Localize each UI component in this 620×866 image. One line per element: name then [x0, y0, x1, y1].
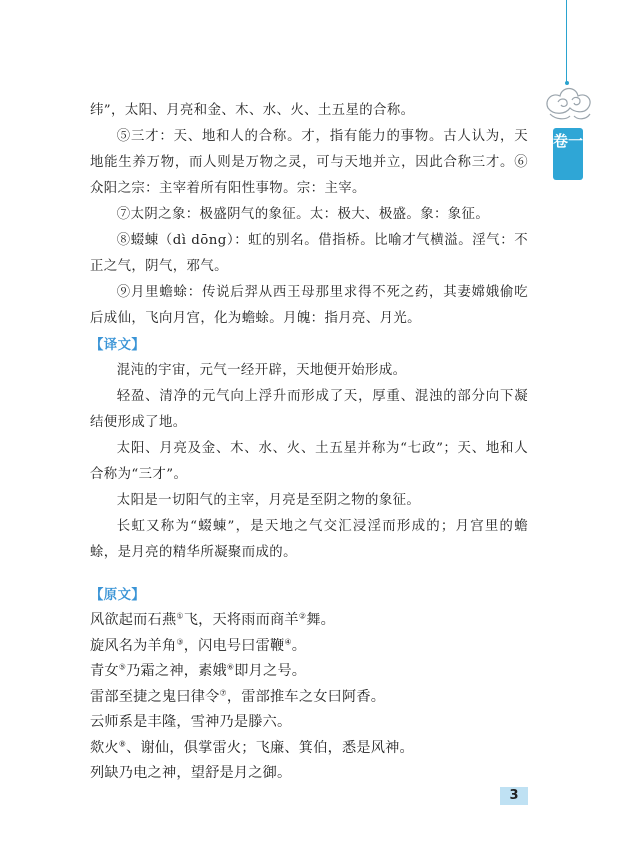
translation-heading: 【译文】	[90, 337, 146, 353]
volume-badge: 卷一	[553, 128, 583, 180]
translation-paragraph: 长虹又称为“蝃蝀”，是天地之气交汇浸淫而形成的；月宫里的蟾蜍，是月亮的精华所凝聚而成的。	[90, 519, 528, 560]
original-heading: 【原文】	[90, 587, 146, 603]
footnote-mark: ③	[176, 636, 184, 646]
text-segment: 即月之号。	[234, 663, 307, 679]
footnote-mark: ①	[176, 611, 184, 621]
text-segment: 。	[291, 637, 307, 654]
text-segment: 飞，天将雨而商羊	[183, 612, 299, 628]
text-segment: 旋风名为羊角	[90, 637, 177, 654]
note-line: ⑤三才：天、地和人的合称。才，指有能力的事物。古人认为，天地能生养万物，而人则是万物之灵，可与天地并立，因此合称三才。⑥众阳之宗：主宰着所有阳性事物。宗：主宰。	[90, 129, 528, 196]
footnote-mark: ④	[284, 636, 292, 646]
original-text	[90, 608, 528, 787]
translation-paragraph: 混沌的宇宙，元气一经开辟，天地便开始形成。	[116, 363, 407, 378]
text-segment: 雷部至捷之鬼曰律令	[90, 688, 220, 705]
original-line	[90, 761, 528, 787]
original-line	[90, 634, 528, 660]
text-segment: 风欲起而石燕	[90, 612, 177, 628]
note-line: ⑧蝃蝀（dì dōng）：虹的别名。借指桥。比喻才气横溢。淫气：不正之气，阴气，邪气。	[90, 233, 528, 274]
text-segment: ，雷部推车之女曰阿香。	[226, 688, 386, 705]
original-line	[90, 685, 528, 711]
text-segment: 青女	[90, 663, 119, 679]
page-body	[90, 98, 528, 787]
text-segment: 、谢仙，俱掌雷火；飞廉、箕伯，悉是风神。	[126, 739, 414, 756]
translation-paragraph: 太阳、月亮及金、木、水、火、土五星并称为“七政”；天、地和人合称为“三才”。	[90, 441, 528, 482]
text-segment: 云师系是丰隆，雪神乃是滕六。	[90, 714, 292, 730]
translation-paragraph: 轻盈、清净的元气向上浮升而形成了天，厚重、混浊的部分向下凝结便形成了地。	[90, 389, 528, 430]
footnote-mark: ⑦	[219, 687, 227, 697]
cloud-ornament-icon	[540, 78, 596, 124]
original-line	[90, 659, 528, 685]
original-line	[90, 710, 528, 736]
text-segment: 舞。	[306, 612, 335, 628]
text-segment: 列缺乃电之神，望舒是月之御。	[90, 765, 292, 781]
translation-paragraph: 太阳是一切阳气的主宰，月亮是至阴之物的象征。	[116, 493, 421, 508]
note-line: 纬”，太阳、月亮和金、木、水、火、土五星的合称。	[90, 103, 415, 118]
footnote-mark: ⑤	[118, 662, 127, 672]
text-segment: 欻火	[90, 739, 119, 756]
decorative-vertical-line	[566, 0, 567, 82]
page-number: 3	[500, 787, 528, 805]
note-line: ⑦太阴之象：极盛阴气的象征。太：极大、极盛。象：象征。	[116, 207, 490, 222]
original-line	[90, 736, 528, 762]
text-segment: 乃霜之神，素娥	[126, 663, 227, 679]
footnote-mark: ⑥	[226, 662, 235, 672]
original-line	[90, 608, 528, 634]
text-segment: ，闪电号曰雷鞭	[183, 637, 285, 654]
footnote-mark: ②	[298, 611, 307, 621]
note-line: ⑨月里蟾蜍：传说后羿从西王母那里求得不死之药，其妻嫦娥偷吃后成仙，飞向月宫，化为蟾蜍。月魄：指月亮、月光。	[90, 285, 528, 326]
footnote-mark: ⑧	[118, 738, 127, 748]
section-gap	[90, 566, 528, 582]
